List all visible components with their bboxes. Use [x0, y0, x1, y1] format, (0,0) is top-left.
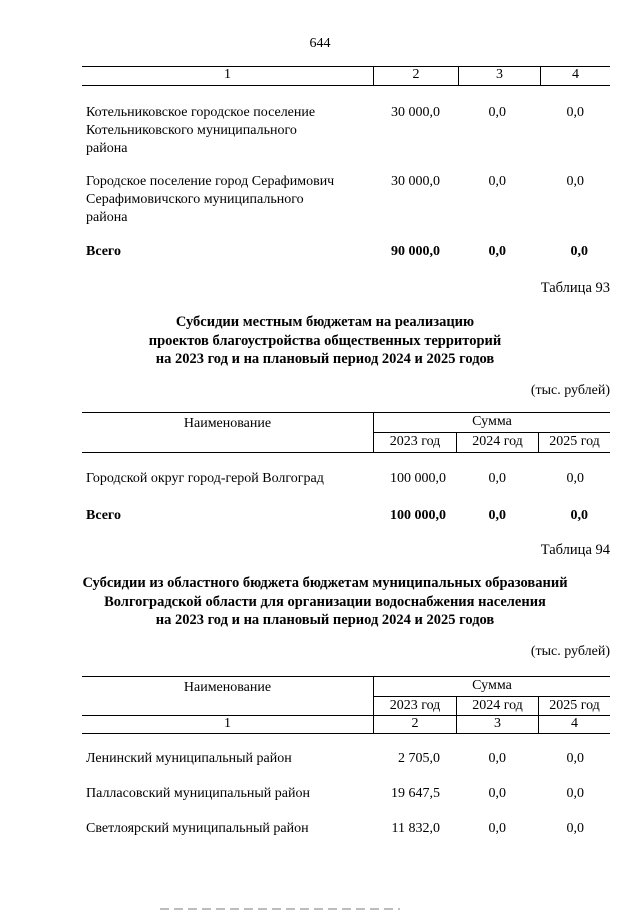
total-2024: 0,0 [488, 508, 506, 523]
row-name: Ленинский муниципальный район [86, 751, 292, 766]
table-94-num-1: 1 [224, 716, 231, 731]
row-value-2023: 100 000,0 [390, 471, 446, 486]
row-value-2023: 30 000,0 [391, 174, 440, 189]
row-name-line-2: Серафимовичского муниципального [86, 192, 304, 207]
table-93-title-line-3: на 2023 год и на плановый период 2024 и 2025 годов [155, 351, 495, 367]
top-table-col-2: 2 [412, 67, 420, 82]
table-93-sum-rule [373, 432, 610, 433]
row-value-2023: 11 832,0 [391, 821, 440, 836]
row-name-line-2: Котельниковского муниципального [86, 123, 297, 138]
row-value-2024: 0,0 [488, 786, 506, 801]
table-94-title-line-1: Субсидии из областного бюджета бюджетам муниципальных образований [82, 575, 568, 591]
table-93-col-sum: Сумма [472, 414, 512, 429]
table-94-unit: (тыс. рублей) [530, 644, 610, 659]
row-value-2023: 30 000,0 [391, 105, 440, 120]
table-94-col-sum: Сумма [472, 678, 512, 693]
table-93-header-top-rule [82, 412, 610, 413]
table-93-col-2025: 2025 год [549, 434, 600, 449]
row-value-2024: 0,0 [488, 471, 506, 486]
table-94-title-line-2: Волгоградской области для организации водоснабжения населения [104, 594, 546, 610]
row-name-line-3: района [86, 210, 128, 225]
row-value-2025: 0,0 [566, 786, 584, 801]
top-table-header-bottom-rule [82, 85, 610, 86]
table-93-col-2024: 2024 год [472, 434, 523, 449]
table-94-num-2: 2 [411, 716, 419, 731]
row-value-2023: 19 647,5 [391, 786, 440, 801]
table-93-col-name: Наименование [183, 416, 272, 431]
table-93-header-bottom-rule [82, 452, 610, 453]
table-94-col-name: Наименование [183, 680, 272, 695]
table-94-num-3: 3 [494, 716, 501, 731]
row-value-2024: 0,0 [488, 821, 506, 836]
top-table-col-3: 3 [496, 67, 503, 82]
scan-artifact [160, 908, 400, 910]
row-value-2024: 0,0 [488, 105, 506, 120]
row-name-line-3: района [86, 141, 128, 156]
row-value-2025: 0,0 [566, 174, 584, 189]
total-2023: 90 000,0 [391, 244, 440, 259]
row-name-line-1: Котельниковское городское поселение [86, 105, 316, 120]
row-name-line-1: Городское поселение город Серафимович [86, 174, 335, 189]
total-2025: 0,0 [570, 508, 588, 523]
row-value-2025: 0,0 [566, 105, 584, 120]
table-94-col-2025: 2025 год [549, 698, 600, 713]
table-93-col-2023: 2023 год [389, 434, 441, 449]
table-94-header-bottom-rule [82, 733, 610, 734]
table-94-title-line-3: на 2023 год и на плановый период 2024 и 2025 годов [155, 612, 495, 628]
table-94-col-2023: 2023 год [389, 698, 441, 713]
table-94-number: Таблица 94 [540, 542, 610, 558]
page-number: 644 [309, 36, 331, 51]
row-name: Городской округ город-герой Волгоград [86, 471, 324, 486]
row-name: Палласовский муниципальный район [86, 786, 310, 801]
table-93-number: Таблица 93 [540, 280, 610, 296]
total-2025: 0,0 [570, 244, 588, 259]
row-value-2025: 0,0 [566, 821, 584, 836]
total-label: Всего [86, 244, 121, 259]
table-93-title-line-1: Субсидии местным бюджетам на реализацию [175, 314, 475, 330]
row-value-2025: 0,0 [566, 751, 584, 766]
table-93-title-line-2: проектов благоустройства общественных территорий [148, 333, 502, 349]
row-value-2023: 2 705,0 [398, 751, 440, 766]
table-94-col-2024: 2024 год [472, 698, 523, 713]
row-value-2024: 0,0 [488, 751, 506, 766]
top-table-col-1: 1 [224, 67, 231, 82]
row-value-2025: 0,0 [566, 471, 584, 486]
top-table-col-4: 4 [572, 67, 579, 82]
total-2023: 100 000,0 [390, 508, 446, 523]
row-name: Светлоярский муниципальный район [86, 821, 309, 836]
total-2024: 0,0 [488, 244, 506, 259]
table-94-header-top-rule [82, 676, 610, 677]
total-label: Всего [86, 508, 121, 523]
table-94-num-4: 4 [571, 716, 578, 731]
table-94-sum-rule [373, 696, 610, 697]
row-value-2024: 0,0 [488, 174, 506, 189]
table-93-unit: (тыс. рублей) [530, 383, 610, 398]
